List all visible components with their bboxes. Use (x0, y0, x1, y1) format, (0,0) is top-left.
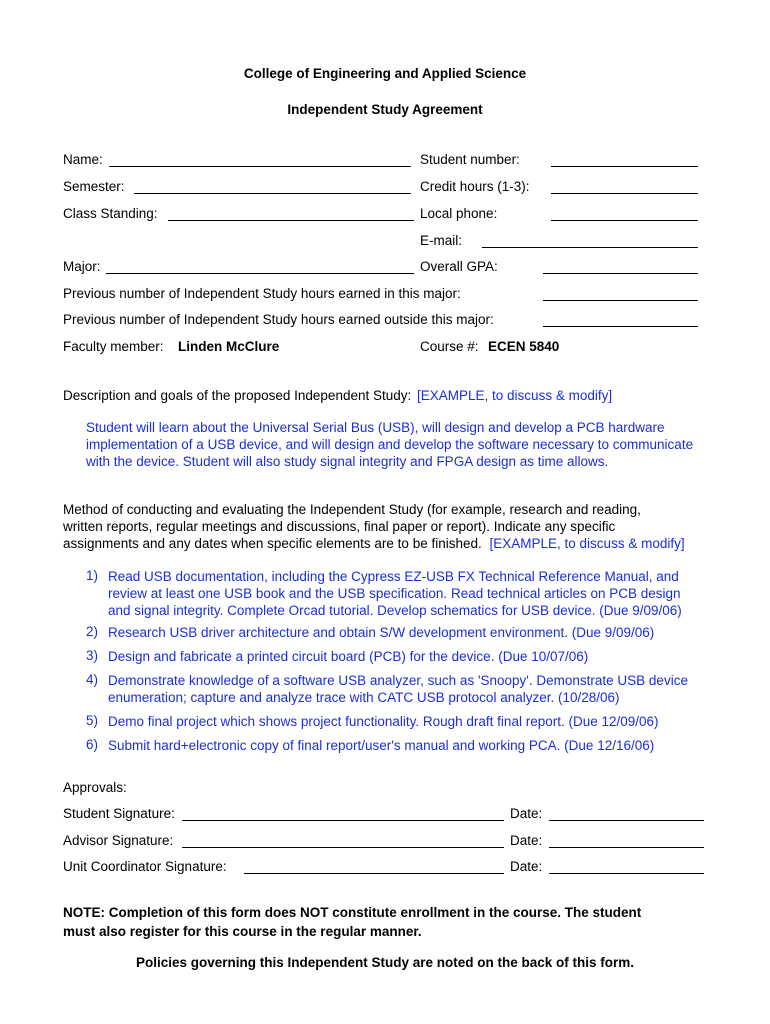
prev-hours-outside-major-field[interactable] (543, 326, 698, 327)
student-date-label: Date: (510, 806, 543, 821)
course-number-label: Course #: (420, 339, 479, 354)
description-line: implementation of a USB device, and will design and develop the software necessary to communicate (86, 437, 694, 452)
method-item-5 (108, 713, 659, 730)
student-signature-label: Student Signature: (63, 806, 175, 821)
unit-coordinator-signature-field[interactable] (244, 873, 504, 874)
name-field[interactable] (109, 166, 411, 167)
approvals-label: Approvals: (63, 780, 127, 795)
description-text (86, 419, 693, 470)
advisor-signature-label: Advisor Signature: (63, 833, 174, 848)
description-heading (63, 388, 612, 403)
course-number-value: ECEN 5840 (488, 339, 560, 354)
advisor-signature-field[interactable] (182, 847, 504, 848)
class-standing-field[interactable] (168, 220, 414, 221)
method-item-line: Demo final project which shows project functionality. Rough draft final report. (Due 12/09/06) (108, 714, 659, 729)
enrollment-note (63, 903, 641, 941)
email-field[interactable] (482, 247, 698, 248)
student-number-label: Student number: (420, 152, 520, 167)
major-field[interactable] (106, 273, 414, 274)
email-label: E-mail: (420, 233, 463, 248)
student-signature-field[interactable] (182, 820, 504, 821)
method-item-line: Submit hard+electronic copy of final report/user's manual and working PCA. (Due 12/16/06) (108, 738, 655, 753)
description-line: with the device. Student will also study signal integrity and FPGA design as time allows. (86, 454, 609, 469)
method-item-line: and signal integrity. Complete Orcad tutorial. Develop schematics for USB device. (Due 9/09/06) (108, 603, 682, 618)
faculty-member-label: Faculty member: (63, 339, 164, 354)
description-label: Description and goals of the proposed Independent Study: (63, 388, 412, 403)
method-item-line: review at least one USB book and the USB specification. Read technical articles on PCB design (108, 586, 681, 601)
method-item-1 (108, 568, 682, 619)
description-line: Student will learn about the Universal Serial Bus (USB), will design and develop a PCB hardware (86, 420, 665, 435)
method-line (63, 535, 685, 552)
method-text (63, 501, 685, 552)
method-line: written reports, regular meetings and discussions, final paper or report). Indicate any specific (63, 519, 616, 534)
semester-field[interactable] (134, 193, 411, 194)
method-item-number: 1) (86, 568, 99, 583)
class-standing-label: Class Standing: (63, 206, 158, 221)
method-item-line: Design and fabricate a printed circuit board (PCB) for the device. (Due 10/07/06) (108, 649, 589, 664)
student-number-field[interactable] (551, 166, 698, 167)
method-example-note: [EXAMPLE, to discuss & modify] (489, 536, 685, 551)
method-item-number: 3) (86, 648, 99, 663)
method-item-number: 6) (86, 737, 99, 752)
method-item-number: 2) (86, 624, 99, 639)
overall-gpa-field[interactable] (543, 273, 698, 274)
method-item-line: Research USB driver architecture and obtain S/W development environment. (Due 9/09/06) (108, 625, 655, 640)
method-item-line: Read USB documentation, including the Cypress EZ-USB FX Technical Reference Manual, and (108, 569, 679, 584)
method-item-number: 4) (86, 672, 99, 687)
prev-hours-outside-major-label: Previous number of Independent Study hours earned outside this major: (63, 312, 494, 327)
method-item-2 (108, 624, 654, 641)
advisor-date-field[interactable] (549, 847, 704, 848)
method-item-3 (108, 648, 588, 665)
policies-note: Policies governing this Independent Study are noted on the back of this form. (135, 955, 635, 970)
overall-gpa-label: Overall GPA: (420, 259, 498, 274)
prev-hours-in-major-label: Previous number of Independent Study hours earned in this major: (63, 286, 461, 301)
student-date-field[interactable] (549, 820, 704, 821)
method-item-number: 5) (86, 713, 99, 728)
method-item-line: enumeration; capture and analyze trace with CATC USB protocol analyzer. (10/28/06) (108, 690, 620, 705)
college-title: College of Engineering and Applied Science (243, 66, 527, 81)
major-label: Major: (63, 259, 101, 274)
method-item-4 (108, 672, 688, 706)
description-example-note: [EXAMPLE, to discuss & modify] (417, 388, 613, 403)
unit-coordinator-signature-label: Unit Coordinator Signature: (63, 859, 227, 874)
enrollment-note-line: must also register for this course in the regular manner. (63, 924, 422, 939)
credit-hours-label: Credit hours (1-3): (420, 179, 530, 194)
form-title: Independent Study Agreement (287, 102, 483, 117)
method-item-6 (108, 737, 654, 754)
method-item-line: Demonstrate knowledge of a software USB analyzer, such as 'Snoopy'. Demonstrate USB device (108, 673, 688, 688)
local-phone-field[interactable] (551, 220, 698, 221)
unit-coordinator-date-label: Date: (510, 859, 543, 874)
method-line-text: assignments and any dates when specific elements are to be finished. (63, 536, 482, 551)
local-phone-label: Local phone: (420, 206, 498, 221)
name-label: Name: (63, 152, 103, 167)
faculty-member-value: Linden McClure (178, 339, 280, 354)
semester-label: Semester: (63, 179, 125, 194)
enrollment-note-line: NOTE: Completion of this form does NOT constitute enrollment in the course. The student (63, 905, 642, 920)
unit-coordinator-date-field[interactable] (549, 873, 704, 874)
advisor-date-label: Date: (510, 833, 543, 848)
prev-hours-in-major-field[interactable] (543, 300, 698, 301)
method-line: Method of conducting and evaluating the Independent Study (for example, research and reading, (63, 502, 641, 517)
credit-hours-field[interactable] (551, 193, 698, 194)
